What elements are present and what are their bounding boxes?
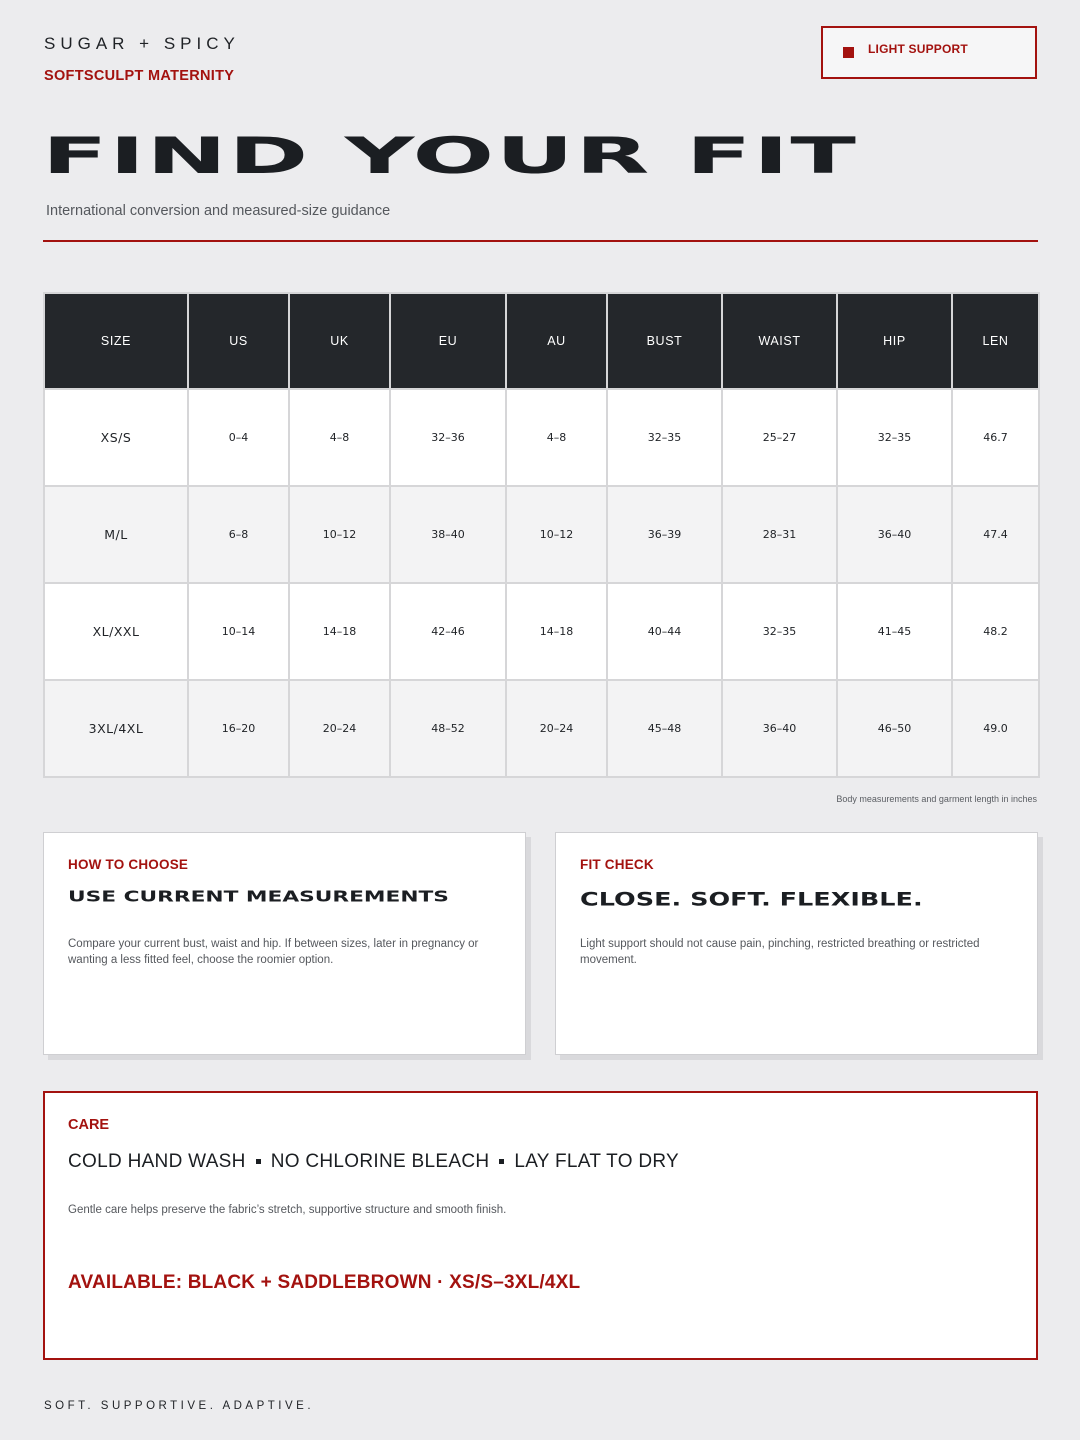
table-cell: 46.7 [952,389,1039,486]
table-cell: 46–50 [837,680,952,777]
column-header: BUST [607,293,722,389]
table-cell: 38–40 [390,486,506,583]
care-instruction: LAY FLAT TO DRY [514,1151,680,1172]
table-cell: 48–52 [390,680,506,777]
table-cell: 48.2 [952,583,1039,680]
table-row [44,486,1039,583]
support-level-badge [821,26,1037,79]
badge-square-icon [843,47,854,58]
table-cell: 32–36 [390,389,506,486]
size-cell: XL/XXL [44,583,188,680]
care-instructions [68,1151,679,1173]
care-label: CARE [68,1117,110,1133]
care-body: Gentle care helps preserve the fabric’s stretch, supportive structure and smooth finish. [68,1204,507,1216]
table-cell: 16–20 [188,680,289,777]
table-cell: 32–35 [837,389,952,486]
table-cell: 20–24 [506,680,607,777]
table-header-row [44,293,1039,389]
column-header: SIZE [44,293,188,389]
bullet-icon [256,1159,261,1164]
card-label: HOW TO CHOOSE [68,857,189,872]
card-body: Light support should not cause pain, pinching, restricted breathing or restricted movement. [580,938,980,966]
units-note: Body measurements and garment length in inches [836,794,1037,804]
table-cell: 20–24 [289,680,390,777]
table-cell: 6–8 [188,486,289,583]
table-cell: 36–40 [722,680,837,777]
table-cell: 36–39 [607,486,722,583]
table-cell: 32–35 [722,583,837,680]
table-cell: 14–18 [289,583,390,680]
table-cell: 14–18 [506,583,607,680]
page-subtitle: International conversion and measured-size guidance [46,203,391,219]
table-cell: 32–35 [607,389,722,486]
table-cell: 10–12 [289,486,390,583]
size-cell: M/L [44,486,188,583]
size-chart-table [43,292,1040,778]
table-row [44,680,1039,777]
column-header: EU [390,293,506,389]
fit-check-card [555,832,1038,1055]
table-cell: 47.4 [952,486,1039,583]
column-header: HIP [837,293,952,389]
table-cell: 49.0 [952,680,1039,777]
column-header: UK [289,293,390,389]
table-cell: 25–27 [722,389,837,486]
table-cell: 45–48 [607,680,722,777]
table-cell: 4–8 [289,389,390,486]
table-row [44,583,1039,680]
column-header: US [188,293,289,389]
column-header: WAIST [722,293,837,389]
table-cell: 36–40 [837,486,952,583]
table-row [44,389,1039,486]
card-heading: USE CURRENT MEASUREMENTS [68,889,449,906]
page-title: FIND YOUR FIT [42,126,858,185]
availability-line: AVAILABLE: BLACK + SADDLEBROWN · XS/S–3XL/4XL [68,1272,581,1293]
divider [43,240,1038,242]
table-cell: 41–45 [837,583,952,680]
card-label: FIT CHECK [580,857,654,872]
table-cell: 10–12 [506,486,607,583]
table-cell: 10–14 [188,583,289,680]
table-cell: 28–31 [722,486,837,583]
column-header: AU [506,293,607,389]
care-instruction: COLD HAND WASH [68,1151,246,1172]
bullet-icon [499,1159,504,1164]
card-heading: CLOSE. SOFT. FLEXIBLE. [580,889,923,911]
column-header: LEN [952,293,1039,389]
footer-tagline: SOFT. SUPPORTIVE. ADAPTIVE. [44,1400,315,1412]
care-instruction: NO CHLORINE BLEACH [270,1151,490,1172]
card-body: Compare your current bust, waist and hip. If between sizes, later in pregnancy or wanting a less fitted feel, choose the roomier option. [68,938,479,966]
size-cell: XS/S [44,389,188,486]
size-cell: 3XL/4XL [44,680,188,777]
table-cell: 4–8 [506,389,607,486]
product-line: SOFTSCULPT MATERNITY [44,68,235,84]
care-panel [43,1091,1038,1360]
badge-label: LIGHT SUPPORT [868,42,968,56]
brand-name: SUGAR + SPICY [44,34,240,53]
table-cell: 42–46 [390,583,506,680]
how-to-choose-card [43,832,526,1055]
table-cell: 0–4 [188,389,289,486]
table-cell: 40–44 [607,583,722,680]
